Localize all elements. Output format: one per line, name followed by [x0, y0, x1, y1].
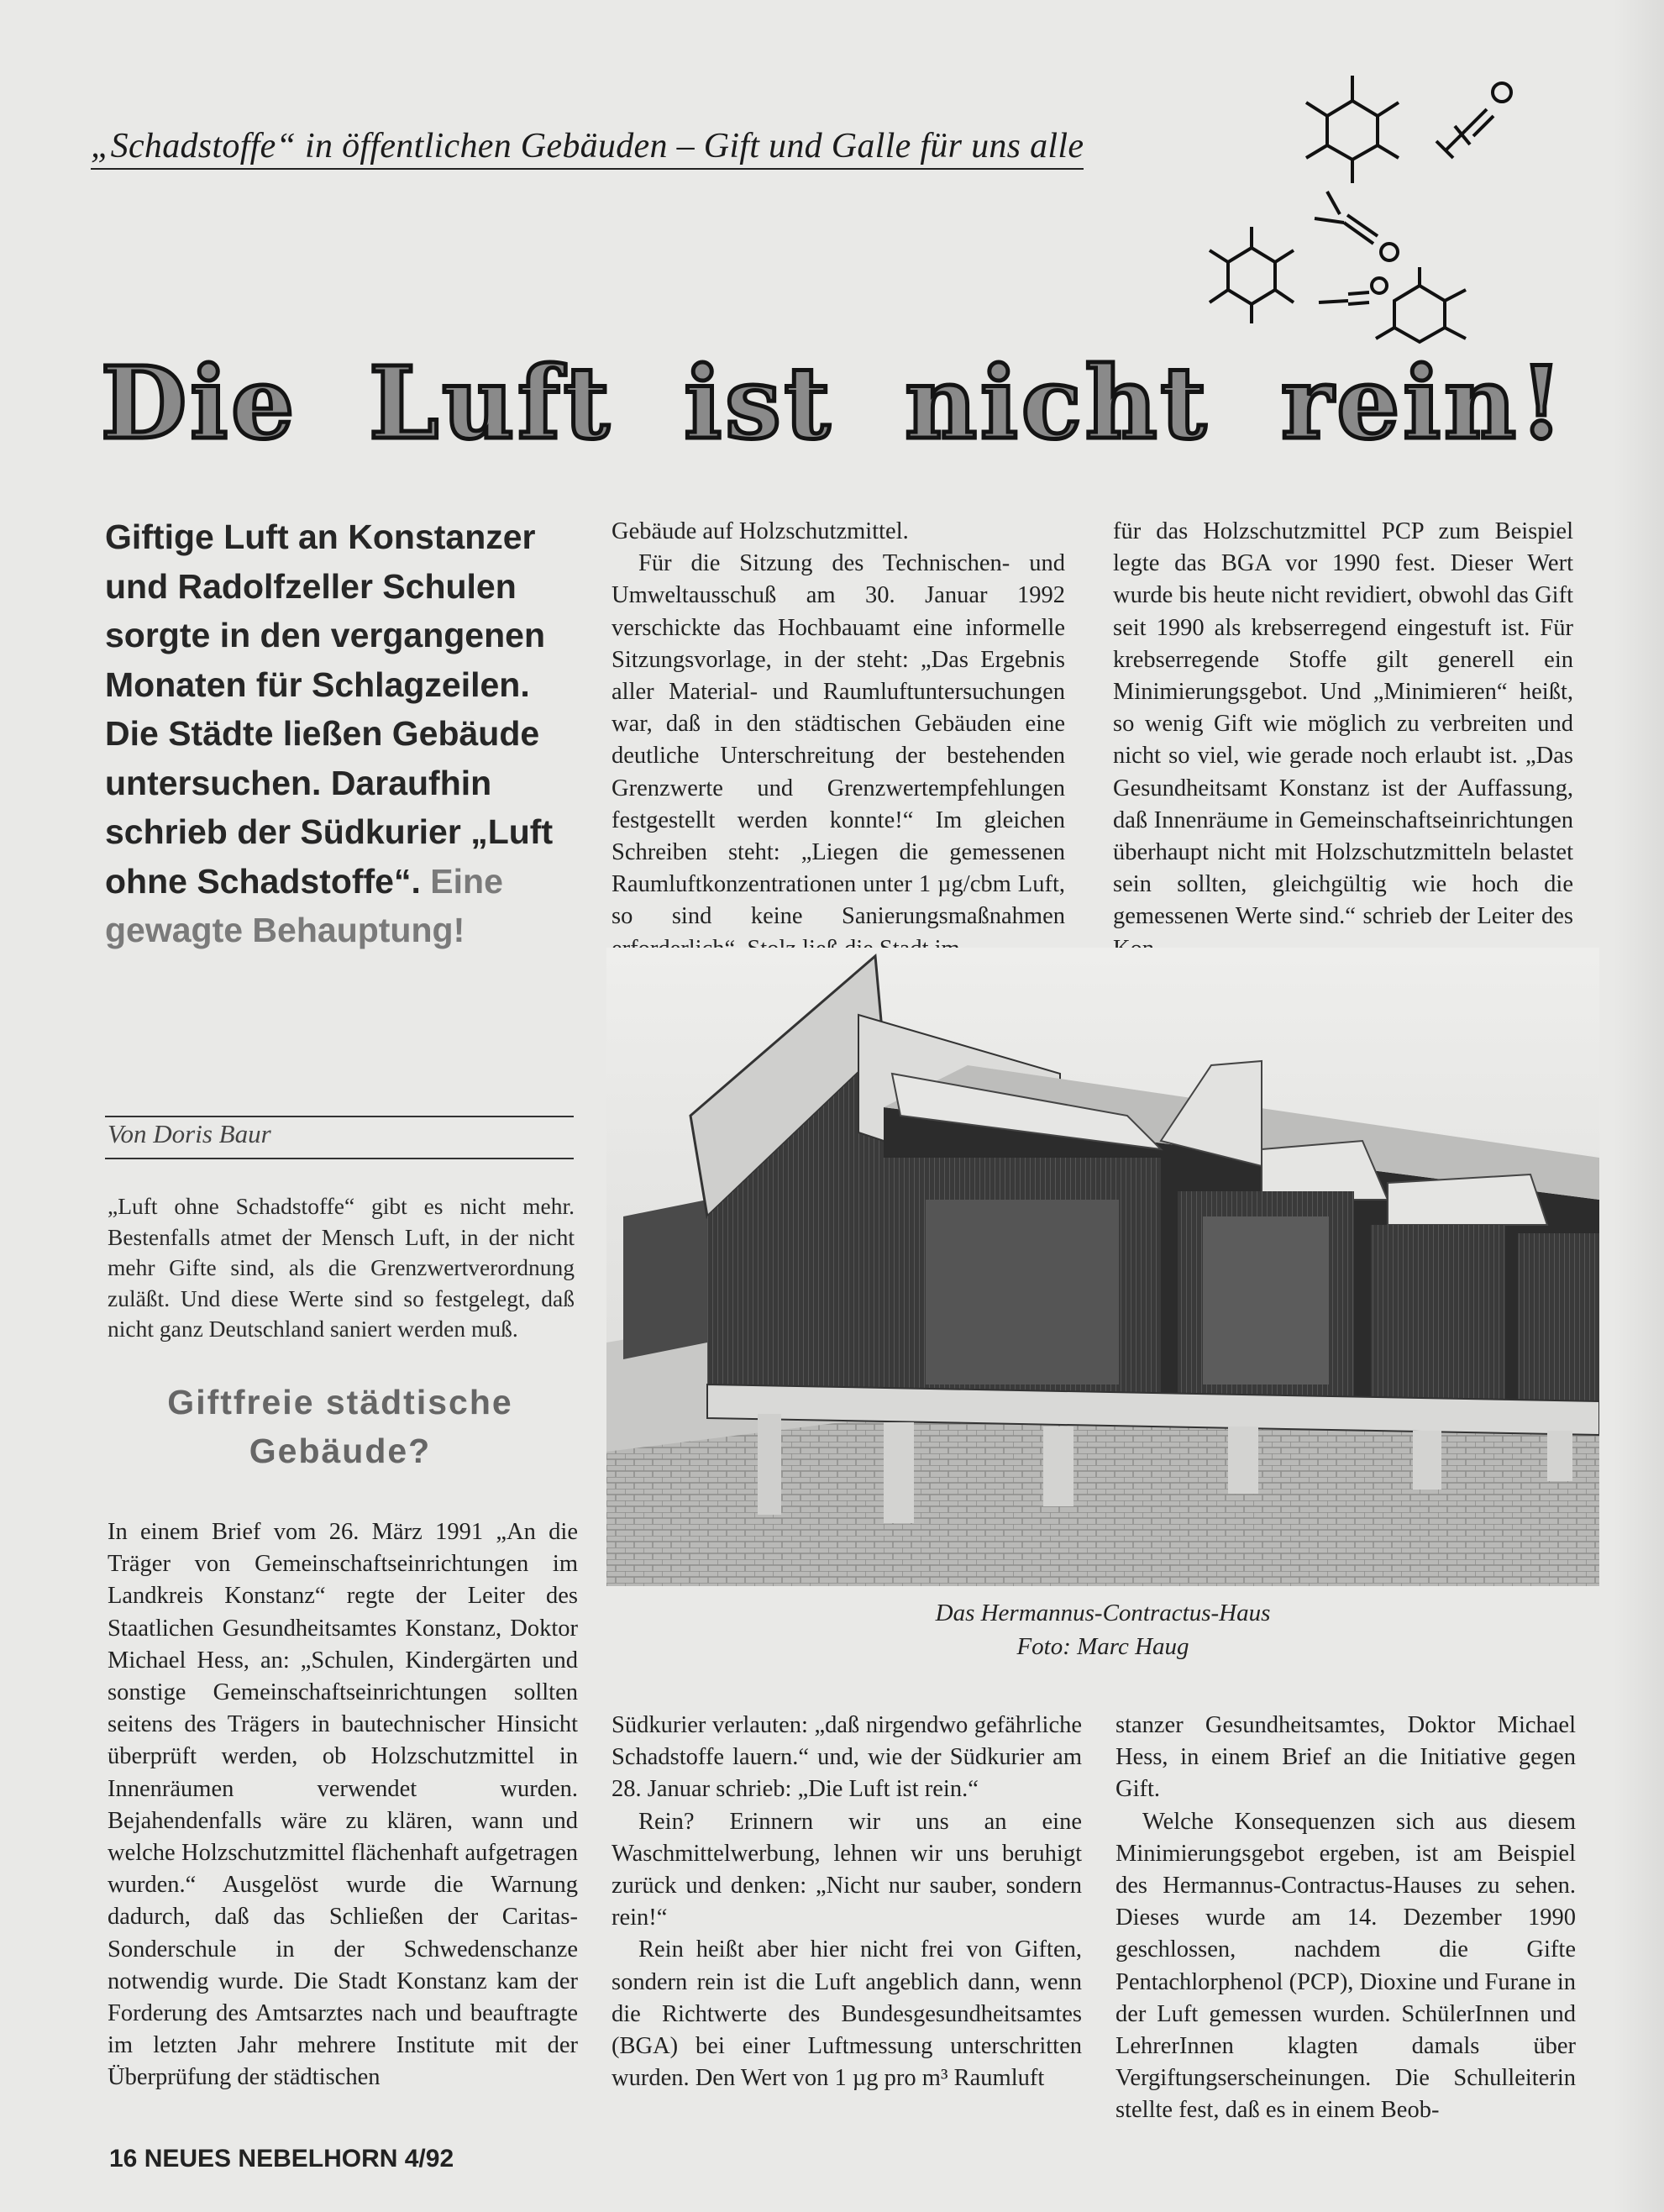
lead-paragraph — [105, 512, 571, 955]
section-kicker: „Schadstoffe“ in öffentlichen Gebäuden – Gift und Galle für uns alle — [91, 126, 1084, 170]
subheading: Giftfreie städtische Gebäude? — [167, 1383, 513, 1470]
paragraph: Rein? Erinnern wir uns an eine Waschmittelwerbung, lehnen wir uns beruhigt zurück und denken: „Nicht nur sauber, sondern rein!“ — [612, 1808, 1082, 1931]
paragraph: Welche Konsequenzen sich aus diesem Minimierungsgebot ergeben, ist am Beispiel des Hermannus-Contractus-Hauses zu sehen. Dieses wurde am 14. Dezember 1990 geschlossen, nachdem die Gifte Pentachlorphenol (PCP), Dioxine und Furane in der Luft gemessen wurden. SchülerInnen und LehrerInnen klagten damals über Vergiftungserscheinungen. Die Schulleiterin stellte fest, daß es in einem Beob- — [1115, 1808, 1576, 2124]
caption-credit: Foto: Marc Haug — [1016, 1633, 1189, 1660]
building-photo-image — [606, 948, 1599, 1586]
paragraph: Rein heißt aber hier nicht frei von Giften, sondern rein ist die Luft angeblich dann, wenn die Richtwerte des Bundesgesundheitsamtes (BGA) bei einer Luftmessung unterschritten wurden. Den Wert von 1 µg pro m³ Raumluft — [612, 1936, 1082, 2092]
paragraph: In einem Brief vom 26. März 1991 „An die Träger von Gemeinschaftseinrichtungen im Landkreis Konstanz“ regte der Leiter des Staatlichen Gesundheitsamtes Konstanz, Doktor Michael Hess, an: „Schulen, Kindergärten und sonstige Gemeinschaftseinrichtungen sollten seitens des Trägers in bautechnischer Hinsicht überprüft werden, ob Holzschutzmittel in Innenräumen verwendet wurden. Bejahendenfalls wäre zu klären, wann und welche Holzschutzmittel flächenhaft aufgetragen wurden.“ Ausgelöst wurde die Warnung dadurch, daß das Schließen der Caritas-Sonderschule in der Schwedenschanze notwendig wurde. Die Stadt Konstanz kam der Forderung des Amtsarztes nach und beauftragte im letzten Jahr mehrere Institute mit der Überprüfung der städtischen — [108, 1519, 578, 2091]
molecule-illustration — [1184, 50, 1537, 353]
lead-text-faded: Eine gewagte Behauptung! — [105, 861, 503, 949]
column-1-bottom — [108, 1516, 578, 2094]
main-headline: Die Luft ist nicht rein! — [101, 344, 1567, 461]
paragraph: Für die Sitzung des Technischen- und Umweltausschuß am 30. Januar 1992 verschickte das Hochbauamt eine informelle Sitzungsvorlage, in der steht: „Das Ergebnis aller Material- und Raumluftuntersuchungen war, daß in den städtischen Gebäuden eine deutliche Unterschreitung der bestehenden Grenzwerte und Grenzwertempfehlungen festgestellt werden konnte!“ Im gleichen Schreiben steht: „Liegen die gemessenen Raumluftkonzentrationen unter 1 µg/cbm Luft, so sind keine Sanierungsmaßnahmen — [612, 550, 1065, 930]
paragraph: Gebäude auf Holzschutzmittel. — [612, 518, 909, 544]
benzene-ring-icon-2 — [1210, 227, 1294, 323]
formaldehyde-icon-3 — [1319, 278, 1387, 304]
paragraph: für das Holzschutzmittel PCP zum Beispiel legte das BGA vor 1990 fest. Dieser Wert wurde bis heute nicht revidiert, obwohl das Gift seit 1990 als krebserregend eingestuft ist. Für krebserregende Stoffe gilt generell ein Minimierungsgebot. Und „Minimieren“ heißt, so wenig Gift wie möglich zu verbreiten und nicht so viel, wie gerade noch erlaubt ist. „Das Gesundheitsamt Konstanz ist der Auffassung, daß Innenräume in Gemeinschaftseinrichtungen überhaupt nicht mit Holzschutzmitteln belastet sein sollten, gleichgültig wie hoch die gemessenen Werte sind.“ schrieb der Leiter des — [1113, 518, 1573, 930]
intro-paragraph: „Luft ohne Schadstoffe“ gibt es nicht mehr. Bestenfalls atmet der Mensch Luft, in der nicht mehr Gifte sind, als die Grenzwertverordnung zuläßt. Und diese Werte sind so festgelegt, daß nicht ganz Deutschland saniert werden muß. — [108, 1193, 575, 1342]
building-photo — [606, 948, 1599, 1586]
byline-rule-bottom — [105, 1158, 574, 1159]
page-footer: 16 NEUES NEBELHORN 4/92 — [109, 2145, 454, 2173]
formaldehyde-icon-2 — [1315, 192, 1398, 260]
column-2-top — [612, 516, 1065, 965]
paragraph: Südkurier verlauten: „daß nirgendwo gefährliche Schadstoffe lauern.“ und, wie der Südkurier am 28. Januar schrieb: „Die Luft ist rein.“ — [612, 1712, 1082, 1803]
benzene-ring-icon — [1306, 76, 1399, 183]
column-3-top — [1113, 516, 1573, 965]
byline: Von Doris Baur — [108, 1119, 271, 1148]
caption-title: Das Hermannus-Contractus-Haus — [935, 1600, 1271, 1626]
photo-caption — [606, 1596, 1599, 1663]
formaldehyde-icon — [1436, 83, 1511, 158]
lead-text: Giftige Luft an Konstanzer und Radolfzeller Schulen sorgte in den vergangenen Monaten für Schlagzeilen. Die Städte ließen Gebäude untersuchen. Daraufhin schrieb der Südkurier „Luft ohne Schadstoffe“. — [105, 518, 554, 901]
byline-rule-top — [105, 1116, 574, 1117]
paragraph: stanzer Gesundheitsamtes, Doktor Michael Hess, in einem Brief an die Initiative gegen Gift. — [1115, 1712, 1576, 1803]
page-edge-shadow — [1614, 0, 1664, 2212]
benzene-ring-icon-3 — [1376, 267, 1466, 342]
column-2-bottom — [612, 1710, 1082, 2094]
column-3-bottom — [1115, 1710, 1576, 2127]
